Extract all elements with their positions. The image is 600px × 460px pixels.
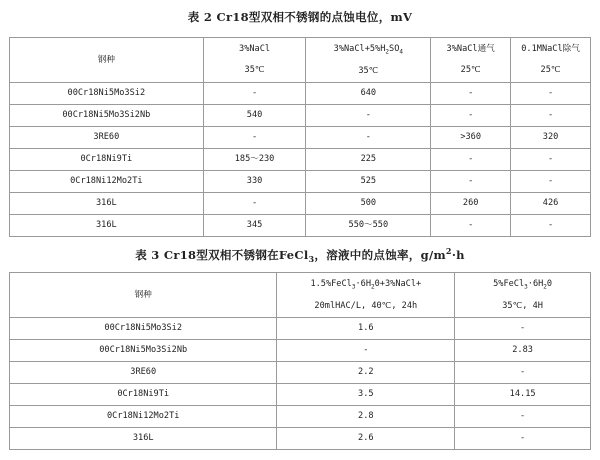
- steel-grade-cell: 00Cr18Ni5Mo3Si2: [10, 83, 204, 105]
- value-cell: -: [455, 406, 591, 428]
- value-cell: 426: [511, 193, 591, 215]
- steel-grade-cell: 316L: [10, 428, 277, 450]
- value-cell: 2.83: [455, 340, 591, 362]
- steel-grade-cell: 00Cr18Ni5Mo3Si2Nb: [10, 105, 204, 127]
- value-cell: -: [431, 171, 511, 193]
- value-cell: -: [511, 83, 591, 105]
- value-cell: 640: [306, 83, 431, 105]
- value-cell: >360: [431, 127, 511, 149]
- header-col-4: [511, 38, 591, 83]
- header-col-2: [455, 273, 591, 318]
- value-cell: -: [511, 105, 591, 127]
- value-cell: 2.2: [277, 362, 455, 384]
- value-cell: 2.8: [277, 406, 455, 428]
- steel-grade-cell: 00Cr18Ni5Mo3Si2: [10, 318, 277, 340]
- header-col-4-temp: 25℃: [540, 65, 561, 75]
- header-col-2-temp: 35℃: [358, 65, 379, 76]
- value-cell: 3.5: [277, 384, 455, 406]
- pitting-potential-table: [9, 37, 591, 237]
- table-row: [10, 384, 591, 406]
- table-row: [10, 83, 591, 105]
- value-cell: -: [203, 83, 306, 105]
- header-col-4-medium: 0.1MNaCl除气: [521, 44, 580, 55]
- header-col-3: [431, 38, 511, 83]
- value-cell: -: [511, 215, 591, 237]
- table-row: [10, 171, 591, 193]
- table-row: [10, 340, 591, 362]
- table-row: [10, 215, 591, 237]
- value-cell: -: [455, 318, 591, 340]
- header-col-2-medium: $3\%NaCl+5\%H_2SO_4$: [333, 43, 404, 56]
- header-steel-grade: 钢种: [10, 38, 204, 83]
- table-row: [10, 406, 591, 428]
- value-cell: -: [203, 127, 306, 149]
- header-steel-grade: 钢种: [10, 273, 277, 318]
- table-2-caption: 表 2 Cr18型双相不锈钢的点蚀电位，mV: [187, 10, 413, 24]
- value-cell: -: [277, 340, 455, 362]
- header-col-3-medium: 3%NaCl通气: [446, 44, 495, 55]
- table-row: [10, 318, 591, 340]
- steel-grade-cell: 0Cr18Ni9Ti: [10, 149, 204, 171]
- value-cell: 345: [203, 215, 306, 237]
- table-row: [10, 149, 591, 171]
- value-cell: 500: [306, 193, 431, 215]
- value-cell: -: [455, 362, 591, 384]
- value-cell: 320: [511, 127, 591, 149]
- value-cell: -: [511, 149, 591, 171]
- steel-grade-cell: 00Cr18Ni5Mo3Si2Nb: [10, 340, 277, 362]
- table-header-row: [10, 38, 591, 83]
- header-col-1-medium: $1.5\%FeCl_3\cdot 6H_20+3\%NaCl+$: [310, 278, 422, 291]
- value-cell: 2.6: [277, 428, 455, 450]
- table-row: [10, 362, 591, 384]
- value-cell: -: [306, 127, 431, 149]
- header-col-2-medium: $5\%FeCl_3\cdot 6H_20$: [493, 278, 553, 291]
- value-cell: -: [511, 171, 591, 193]
- value-cell: -: [306, 105, 431, 127]
- steel-grade-cell: 3RE60: [10, 127, 204, 149]
- value-cell: -: [431, 215, 511, 237]
- header-col-3-temp: 25℃: [460, 65, 481, 75]
- value-cell: -: [431, 83, 511, 105]
- value-cell: -: [203, 193, 306, 215]
- header-col-2: [306, 38, 431, 83]
- value-cell: 525: [306, 171, 431, 193]
- table-3-caption: 表 3 Cr18型双相不锈钢在FeCl$_3$，溶液中的点蚀率，$g/m^2\cdot h$: [135, 246, 465, 265]
- steel-grade-cell: 0Cr18Ni12Mo2Ti: [10, 171, 204, 193]
- value-cell: -: [431, 105, 511, 127]
- steel-grade-cell: 0Cr18Ni9Ti: [10, 384, 277, 406]
- header-col-1: [277, 273, 455, 318]
- value-cell: 1.6: [277, 318, 455, 340]
- header-col-1-temp: 35℃: [244, 65, 265, 75]
- table-row: [10, 127, 591, 149]
- table-row: [10, 428, 591, 450]
- header-col-2-conditions: 35℃, 4H: [502, 300, 543, 311]
- table-header-row: [10, 273, 591, 318]
- value-cell: -: [431, 149, 511, 171]
- value-cell: 330: [203, 171, 306, 193]
- header-col-1-conditions: 20mlHAC/L, 40℃, 24h: [314, 300, 418, 311]
- value-cell: 550～550: [306, 215, 431, 237]
- table-row: [10, 193, 591, 215]
- header-col-1-medium: 3%NaCl: [239, 44, 271, 55]
- header-col-1: [203, 38, 306, 83]
- value-cell: -: [455, 428, 591, 450]
- steel-grade-cell: 0Cr18Ni12Mo2Ti: [10, 406, 277, 428]
- steel-grade-cell: 316L: [10, 193, 204, 215]
- pitting-rate-table: [9, 272, 591, 450]
- value-cell: 260: [431, 193, 511, 215]
- table-row: [10, 105, 591, 127]
- value-cell: 185～230: [203, 149, 306, 171]
- value-cell: 540: [203, 105, 306, 127]
- value-cell: 14.15: [455, 384, 591, 406]
- value-cell: 225: [306, 149, 431, 171]
- steel-grade-cell: 3RE60: [10, 362, 277, 384]
- steel-grade-cell: 316L: [10, 215, 204, 237]
